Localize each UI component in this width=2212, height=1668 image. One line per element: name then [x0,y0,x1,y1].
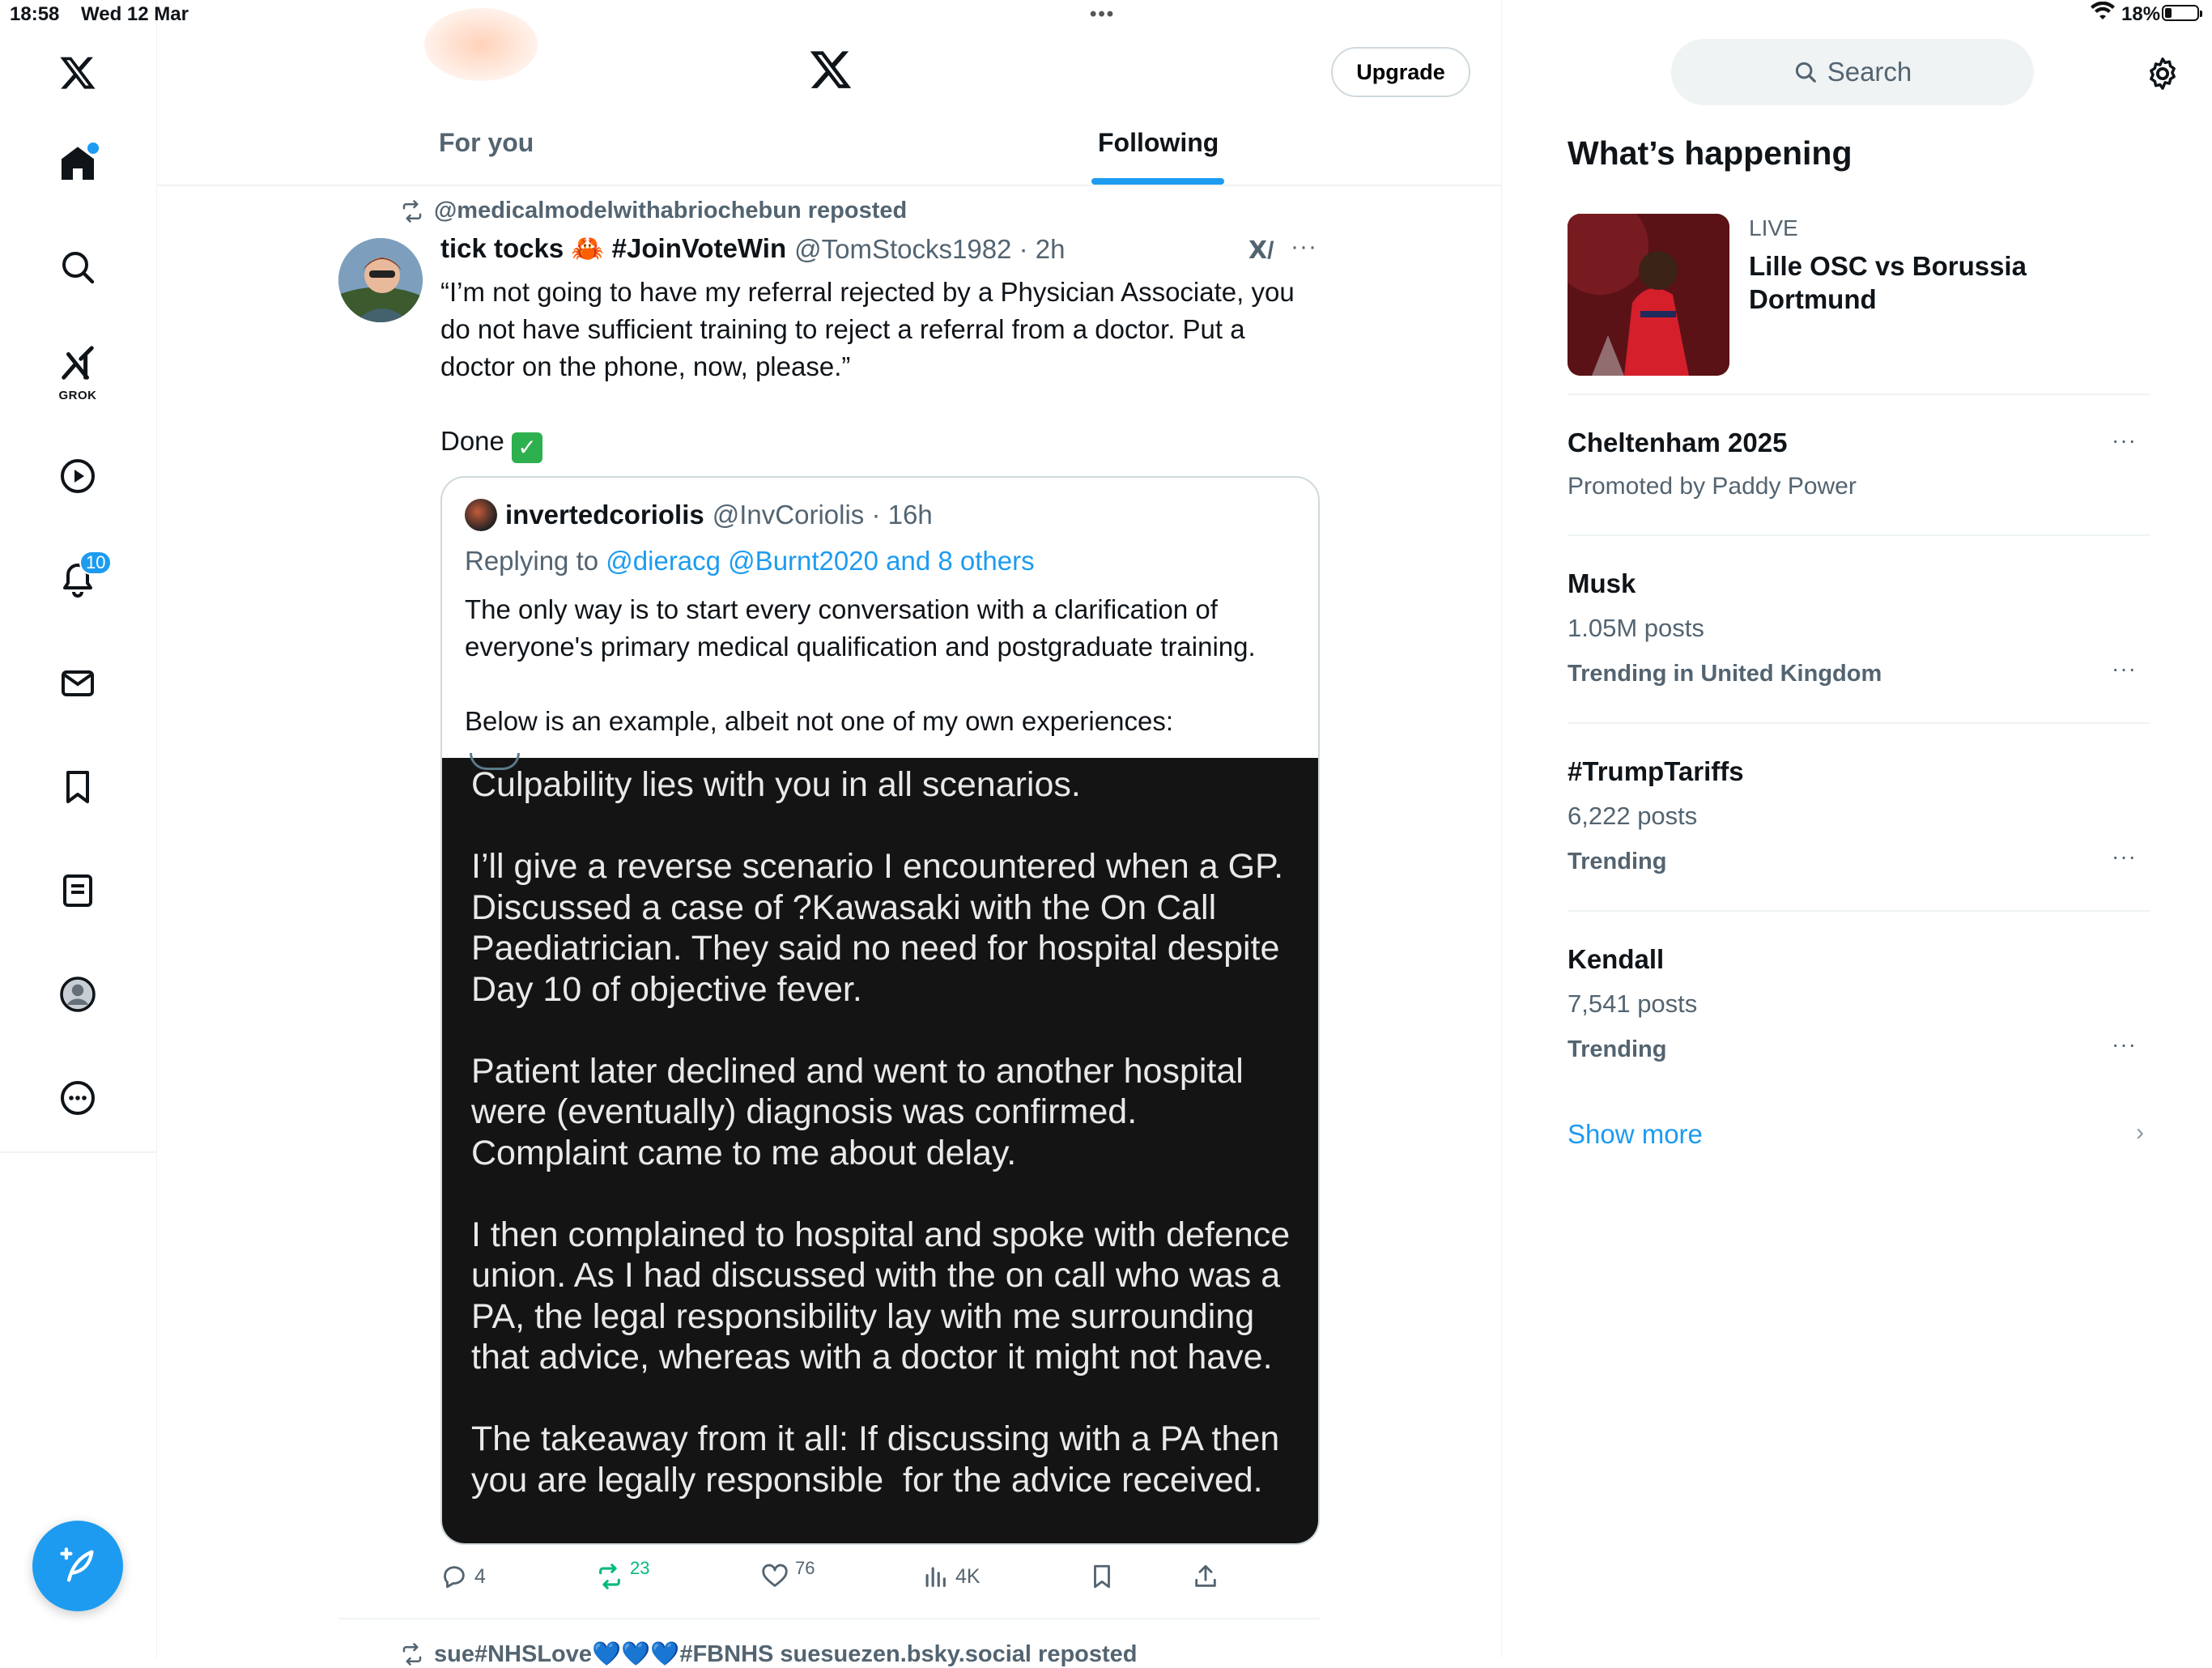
trend-sub: 1.05M posts [1568,614,1704,642]
avatar[interactable] [338,238,423,322]
trend-title: Cheltenham 2025 [1568,428,1788,457]
search-icon [1793,60,1818,84]
notifications-badge: 10 [79,551,112,575]
repost-icon [596,1563,623,1590]
nav-messages[interactable] [45,651,110,716]
repost-icon [400,1642,424,1666]
grok-icon [59,345,96,382]
tab-for-you[interactable]: For you [439,128,534,157]
live-title: Lille OSC vs Borussia Dortmund [1749,251,2027,314]
tweet-header [440,233,1065,265]
quote-author-name[interactable]: invertedcoriolis [505,500,704,530]
battery-percent: 18% [2121,3,2161,25]
quoted-tweet[interactable] [440,476,1320,1545]
tweet-text [440,274,1315,463]
multitasking-dots-icon[interactable]: ••• [1090,3,1116,25]
trend-title: Kendall [1568,944,1665,974]
quote-author-handle-time[interactable]: @InvCoriolis · 16h [712,500,933,530]
left-nav [0,0,157,1658]
next-post-repost-context [400,1640,1138,1668]
nav-home[interactable] [45,131,110,196]
gear-icon [2144,55,2181,92]
share-button[interactable] [1192,1563,1219,1590]
trend-divider [1568,534,2150,536]
compose-feather-icon [57,1545,99,1587]
nav-video[interactable] [45,444,110,508]
grok-explain-icon[interactable]: 𝗫/ [1249,237,1274,264]
quote-replying-to [465,546,1035,577]
live-event-image [1568,214,1729,376]
like-count: 76 [795,1558,815,1578]
trend-item[interactable] [1568,944,2150,1074]
compose-post-button[interactable] [32,1521,123,1611]
replying-to-links[interactable]: @dieracg @Burnt2020 and 8 others [606,546,1035,576]
x-logo-icon[interactable] [808,47,853,92]
quote-screenshot-image[interactable] [442,758,1318,1545]
right-sidebar [1503,0,2212,1658]
battery-icon [2162,5,2199,21]
bookmark-icon [58,768,97,806]
profile-avatar-icon [58,975,97,1014]
tweet-divider [338,1618,1320,1619]
heart-icon [761,1563,789,1590]
status-date: Wed 12 Mar [81,3,189,25]
trend-title: Musk [1568,568,1636,598]
bookmark-button[interactable] [1088,1563,1116,1590]
trend-more-icon[interactable]: ··· [2112,656,2137,681]
repost-button[interactable] [596,1558,650,1590]
reply-count: 4 [474,1564,486,1588]
wifi-icon [2091,2,2115,28]
nav-bookmarks[interactable] [45,755,110,819]
trend-divider [1568,722,2150,724]
bookmark-icon [1088,1563,1116,1590]
trend-title: #TrumpTariffs [1568,756,1744,786]
trend-divider [1568,394,2150,395]
next-post-repost-text[interactable]: sue#NHSLove💙💙💙#FBNHS suesuezen.bsky.social reposted [434,1641,1138,1667]
live-label: LIVE [1749,215,1798,240]
repost-context-text[interactable]: @medicalmodelwithabriochebun reposted [434,198,908,223]
grok-label: GROK [58,389,97,402]
whats-happening-title: What’s happening [1568,134,1853,172]
settings-button[interactable] [2144,55,2181,92]
trend-more-icon[interactable]: ··· [2112,844,2137,869]
share-icon [1192,1563,1219,1590]
views-count: 4K [955,1564,981,1588]
reply-button[interactable] [440,1563,486,1590]
timeline [157,0,1502,1667]
trend-more-icon[interactable]: ··· [2112,1032,2137,1057]
status-time: 18:58 [10,3,60,25]
author-name[interactable]: tick tocks 🦀 #JoinVoteWin [440,233,787,263]
nav-lists[interactable] [45,858,110,923]
upgrade-button[interactable]: Upgrade [1331,47,1470,97]
home-new-dot [86,141,100,155]
nav-profile[interactable] [45,962,110,1027]
active-tab-indicator [1091,178,1224,185]
trend-sub: 6,222 posts [1568,802,1698,830]
trend-meta: Trending [1568,849,1667,874]
quote-header [465,499,933,531]
play-icon [58,457,97,496]
tab-following[interactable]: Following [1098,128,1219,157]
nav-explore[interactable] [45,235,110,300]
live-event[interactable] [1568,214,2150,395]
search-placeholder: Search [1827,57,1912,87]
trend-item[interactable] [1568,568,2150,698]
repost-context [400,198,907,224]
tweet-more-icon[interactable]: ··· [1291,233,1317,260]
replying-prefix: Replying to [465,546,599,576]
nav-divider [0,1151,156,1153]
more-circle-icon [58,1079,97,1117]
tweet-body: “I’m not going to have my referral rejected by a Physician Associate, you do not have sufficient training to reject a referral from a doctor. Put a doctor on the phone, now, please.” Done [440,277,1295,456]
trend-sub: Promoted by Paddy Power [1568,473,1857,500]
check-emoji-icon: ✓ [512,432,542,463]
reply-icon [440,1563,468,1590]
show-more-link[interactable]: Show more [1568,1119,1703,1149]
quote-avatar[interactable] [465,499,497,531]
trend-meta: Trending [1568,1036,1667,1062]
like-button[interactable] [761,1558,815,1590]
nav-more[interactable] [45,1066,110,1130]
trend-more-icon[interactable]: ··· [2112,428,2137,453]
repost-icon [400,199,424,223]
author-handle-time[interactable]: @TomStocks1982 · 2h [794,233,1066,264]
x-logo-icon[interactable] [45,40,110,105]
trend-item[interactable] [1568,428,2150,525]
search-icon [58,248,97,287]
quote-text: The only way is to start every conversation with a clarification of everyone's primary medical qualification and postgraduate training. Below is an example, albeit not one of my own experiences: [465,594,1256,736]
views-button[interactable] [921,1563,981,1590]
trend-item[interactable] [1568,756,2150,886]
views-chart-icon [921,1563,949,1590]
trend-divider [1568,910,2150,912]
nav-notifications[interactable] [45,547,110,612]
trend-meta: Trending in United Kingdom [1568,661,1882,687]
mail-icon [58,664,97,703]
quote-image-text: Culpability lies with you in all scenarios. I’ll give a reverse scenario I encountered when a GP. Discussed a case of ?Kawasaki with the On Call Paediatrician. They said no need for hospital despite Day 10 of objective fever. Patient later declined and went to another hospital were (eventually) diagnosis was confirmed. Complaint came to me about delay. I then complained to hospital and spoke with defence union. As I had discussed with the on call who was a PA, the legal responsibility lay with me surrounding that advice, whereas with a doctor it might not have. The takeaway from it all: If discussing with a PA then you are legally responsible for the advice received. [471,765,1291,1500]
list-icon [58,871,97,910]
chevron-right-icon[interactable]: › [2136,1119,2144,1146]
search-input[interactable] [1671,39,2034,105]
status-bar [0,0,2212,32]
trend-sub: 7,541 posts [1568,989,1698,1018]
nav-grok[interactable] [45,338,110,403]
repost-count: 23 [630,1558,650,1578]
tweet-actions [440,1558,1372,1598]
